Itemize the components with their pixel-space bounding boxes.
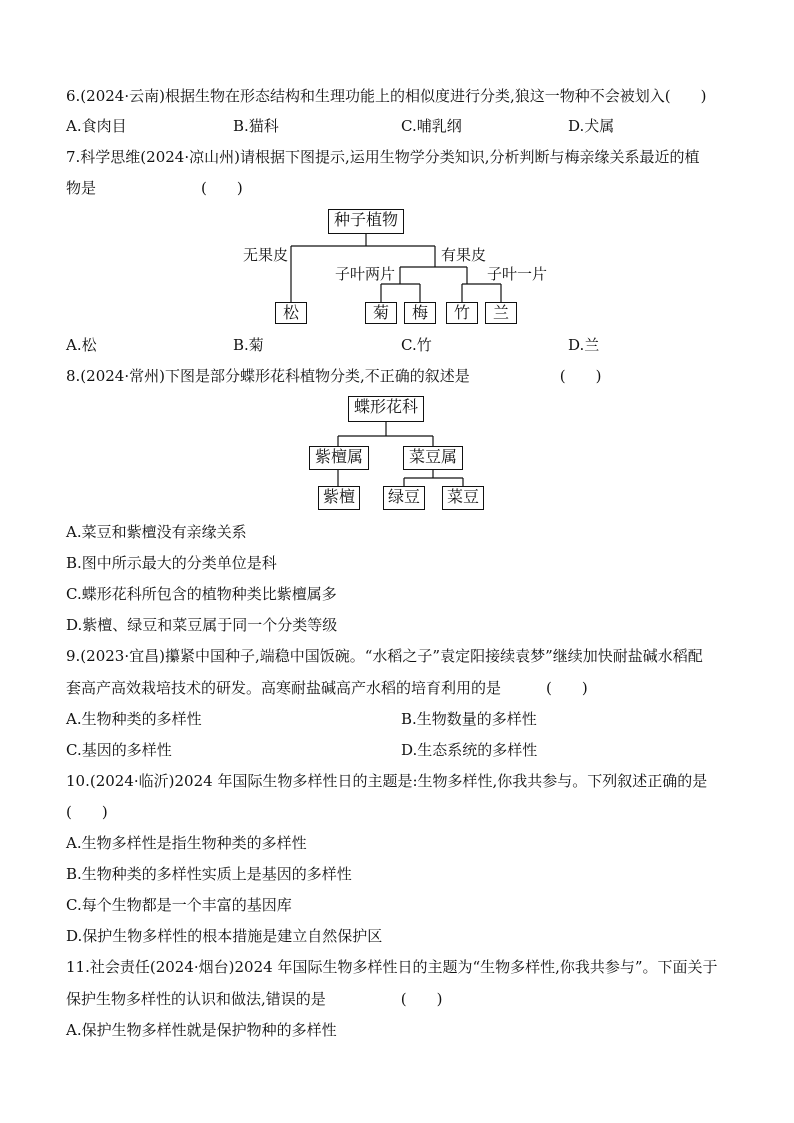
q8-option-b: B.图中所示最大的分类单位是科 <box>66 554 277 572</box>
node-kidney-bean: 菜豆 <box>442 486 484 510</box>
q6-option-c: C.哺乳纲 <box>401 117 462 135</box>
q6-option-a: A.食肉目 <box>66 117 127 135</box>
q11-option-a: A.保护生物多样性就是保护物种的多样性 <box>66 1021 337 1039</box>
question-7-stem-line2: 物是 ( ) <box>66 179 243 197</box>
node-phaseolus-genus: 菜豆属 <box>403 446 463 470</box>
q9-option-a: A.生物种类的多样性 <box>66 710 202 728</box>
question-11-stem-line2: 保护生物多样性的认识和做法,错误的是 ( ) <box>66 990 443 1008</box>
q9-option-d: D.生态系统的多样性 <box>401 741 538 759</box>
question-8-stem: 8.(2024·常州)下图是部分蝶形花科植物分类,不正确的叙述是 ( ) <box>66 367 602 385</box>
node-red-sandalwood: 紫檀 <box>318 486 360 510</box>
q10-option-c: C.每个生物都是一个丰富的基因库 <box>66 896 292 914</box>
node-seed-plants: 种子植物 <box>328 209 404 234</box>
node-mung-bean: 绿豆 <box>383 486 425 510</box>
q8-option-a: A.菜豆和紫檀没有亲缘关系 <box>66 523 247 541</box>
node-orchid: 兰 <box>485 302 517 324</box>
question-10-stem-line2: ( ) <box>66 803 108 821</box>
node-pterocarpus-genus: 紫檀属 <box>309 446 369 470</box>
node-papilionaceae: 蝶形花科 <box>348 396 424 422</box>
label-two-cotyledons: 子叶两片 <box>335 265 396 283</box>
question-10-stem-line1: 10.(2024·临沂)2024 年国际生物多样性日的主题是:生物多样性,你我共参与。下列叙述正确的是 <box>66 772 708 790</box>
q8-option-d: D.紫檀、绿豆和菜豆属于同一个分类等级 <box>66 616 338 634</box>
question-6-stem: 6.(2024·云南)根据生物在形态结构和生理功能上的相似度进行分类,狼这一物种不会被划入( ) <box>66 87 707 105</box>
node-bamboo: 竹 <box>446 302 478 324</box>
q10-option-a: A.生物多样性是指生物种类的多样性 <box>66 834 307 852</box>
question-9-stem-line1: 9.(2023·宜昌)攥紧中国种子,端稳中国饭碗。“水稻之子”袁定阳接续袁梦”继续加快耐盐碱水稻配 <box>66 647 703 665</box>
node-pine: 松 <box>275 302 307 324</box>
label-one-cotyledon: 子叶一片 <box>487 265 548 283</box>
question-7-stem-line1: 7.科学思维(2024·凉山州)请根据下图提示,运用生物学分类知识,分析判断与梅亲缘关系最近的植 <box>66 148 700 166</box>
q7-option-a: A.松 <box>66 336 97 354</box>
q6-option-d: D.犬属 <box>568 117 615 135</box>
q6-option-b: B.猫科 <box>233 117 279 135</box>
q7-option-c: C.竹 <box>401 336 432 354</box>
node-chrysanthemum: 菊 <box>365 302 397 324</box>
q7-option-d: D.兰 <box>568 336 600 354</box>
q9-option-c: C.基因的多样性 <box>66 741 172 759</box>
label-has-pericarp: 有果皮 <box>441 246 487 264</box>
label-no-pericarp: 无果皮 <box>243 246 289 264</box>
q8-option-c: C.蝶形花科所包含的植物种类比紫檀属多 <box>66 585 337 603</box>
node-plum: 梅 <box>404 302 436 324</box>
question-9-stem-line2: 套高产高效栽培技术的研发。高寒耐盐碱高产水稻的培育利用的是 ( ) <box>66 679 588 697</box>
q10-option-b: B.生物种类的多样性实质上是基因的多样性 <box>66 865 352 883</box>
q9-option-b: B.生物数量的多样性 <box>401 710 537 728</box>
q7-option-b: B.菊 <box>233 336 264 354</box>
question-11-stem-line1: 11.社会责任(2024·烟台)2024 年国际生物多样性日的主题为“生物多样性,你我共参与”。下面关于 <box>66 958 718 976</box>
q10-option-d: D.保护生物多样性的根本措施是建立自然保护区 <box>66 927 383 945</box>
